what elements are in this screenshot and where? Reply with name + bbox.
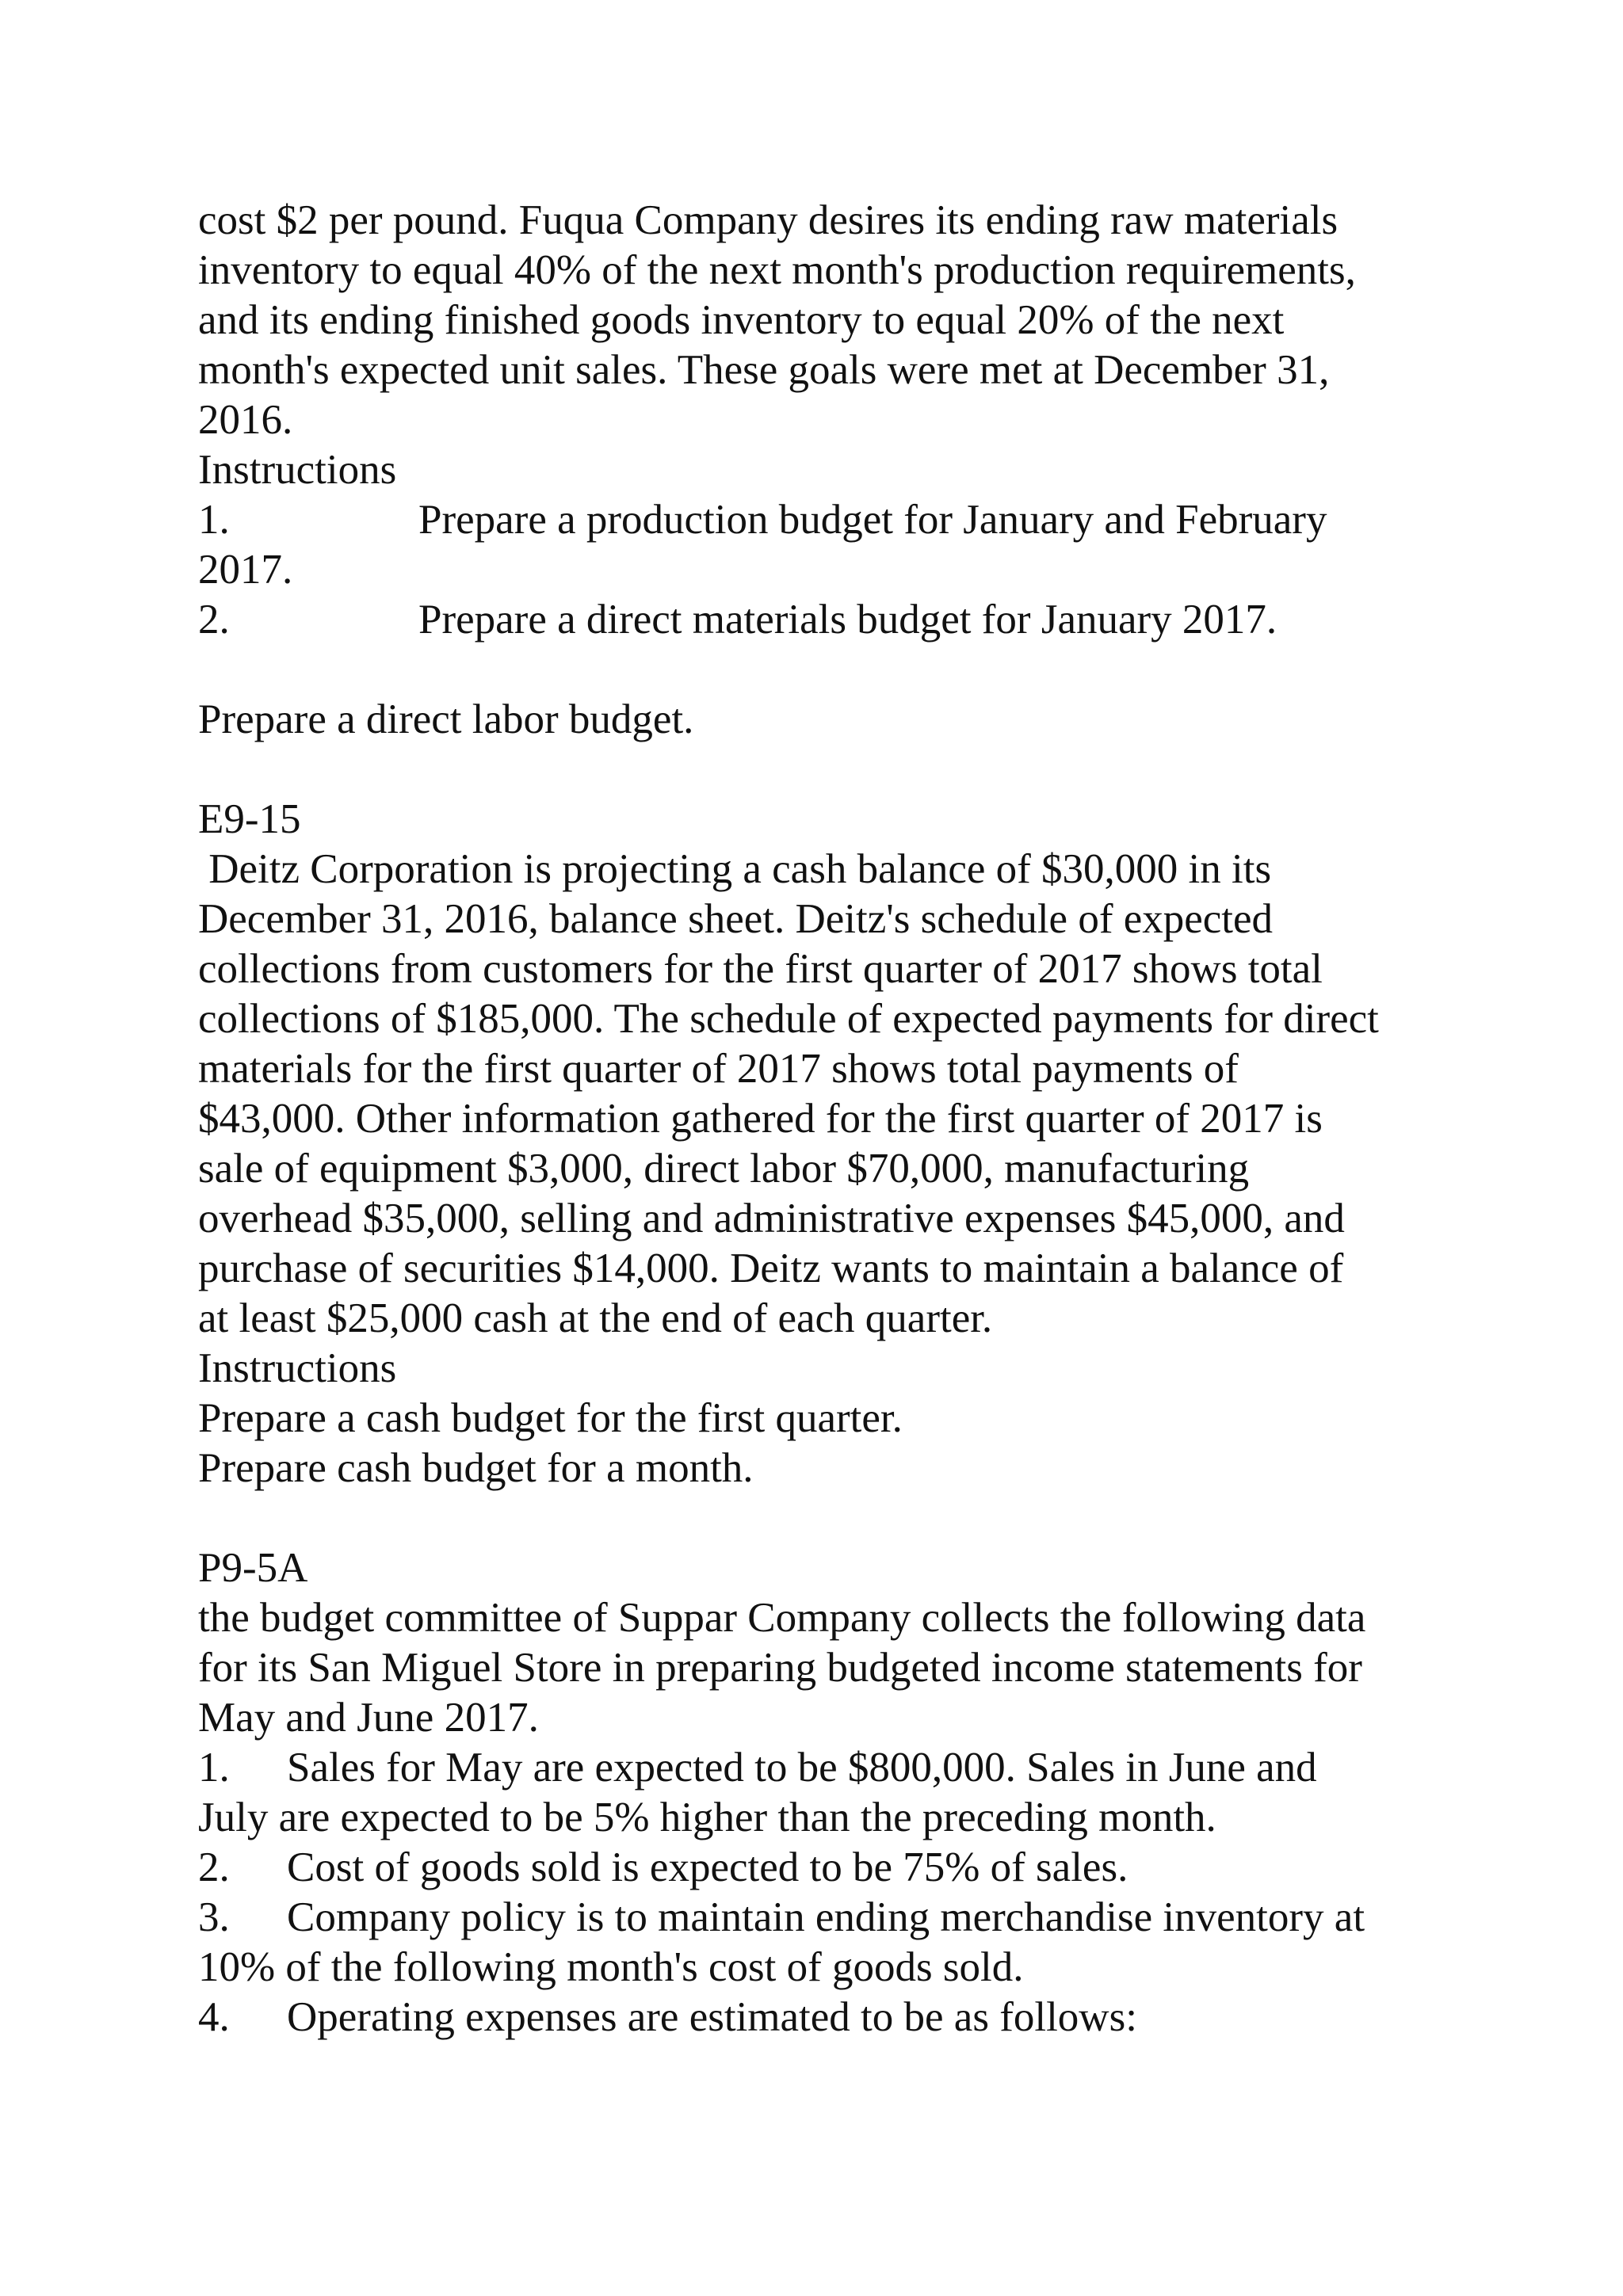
intro-line: and its ending finished goods inventory to equal 20% of the next — [198, 297, 1285, 343]
instructions-label: Instructions — [198, 447, 397, 493]
intro-line: cost $2 per pound. Fuqua Company desires its ending raw materials — [198, 197, 1338, 243]
paragraph-line: overhead $35,000, selling and administrative expenses $45,000, and — [198, 1196, 1345, 1241]
item-text: Sales for May are expected to be $800,000. Sales in June and — [287, 1745, 1317, 1791]
intro-line: inventory to equal 40% of the next month's production requirements, — [198, 247, 1356, 293]
item-text: Company policy is to maintain ending merchandise inventory at — [287, 1894, 1365, 1940]
item-number: 4. — [198, 1994, 230, 2040]
item-number: 2. — [198, 597, 230, 643]
item-continuation: July are expected to be 5% higher than the preceding month. — [198, 1794, 1216, 1840]
section-heading: P9-5A — [198, 1545, 308, 1591]
instructions-label: Instructions — [198, 1345, 397, 1391]
task-line: Prepare a cash budget for the first quarter. — [198, 1395, 903, 1441]
paragraph-line: purchase of securities $14,000. Deitz wants to maintain a balance of — [198, 1245, 1344, 1291]
paragraph-line: collections of $185,000. The schedule of expected payments for direct — [198, 996, 1379, 1042]
item-continuation: 2017. — [198, 547, 293, 593]
item-number: 1. — [198, 497, 230, 543]
paragraph-line: at least $25,000 cash at the end of each quarter. — [198, 1295, 993, 1341]
paragraph-line: collections from customers for the first quarter of 2017 shows total — [198, 946, 1323, 992]
paragraph-line: December 31, 2016, balance sheet. Deitz's schedule of expected — [198, 896, 1274, 942]
task-line: Prepare cash budget for a month. — [198, 1445, 754, 1491]
item-text: Prepare a direct materials budget for January 2017. — [418, 597, 1277, 643]
section-heading: E9-15 — [198, 796, 301, 842]
paragraph-line: May and June 2017. — [198, 1695, 539, 1741]
paragraph-line: Deitz Corporation is projecting a cash balance of $30,000 in its — [198, 846, 1272, 892]
paragraph-line: for its San Miguel Store in preparing budgeted income statements for — [198, 1645, 1362, 1691]
item-text: Operating expenses are estimated to be as follows: — [287, 1994, 1137, 2040]
paragraph-line: materials for the first quarter of 2017 shows total payments of — [198, 1046, 1239, 1092]
item-number: 2. — [198, 1844, 230, 1890]
item-number: 1. — [198, 1745, 230, 1791]
paragraph-line: the budget committee of Suppar Company collects the following data — [198, 1595, 1366, 1641]
extra-task: Prepare a direct labor budget. — [198, 696, 694, 742]
item-continuation: 10% of the following month's cost of goods sold. — [198, 1944, 1024, 1990]
paragraph-line: sale of equipment $3,000, direct labor $70,000, manufacturing — [198, 1146, 1250, 1192]
item-number: 3. — [198, 1894, 230, 1940]
item-text: Cost of goods sold is expected to be 75% of sales. — [287, 1844, 1128, 1890]
paragraph-line: $43,000. Other information gathered for the first quarter of 2017 is — [198, 1096, 1323, 1142]
intro-line: month's expected unit sales. These goals were met at December 31, — [198, 347, 1330, 393]
item-text: Prepare a production budget for January and February — [418, 497, 1327, 543]
intro-line: 2016. — [198, 397, 293, 443]
